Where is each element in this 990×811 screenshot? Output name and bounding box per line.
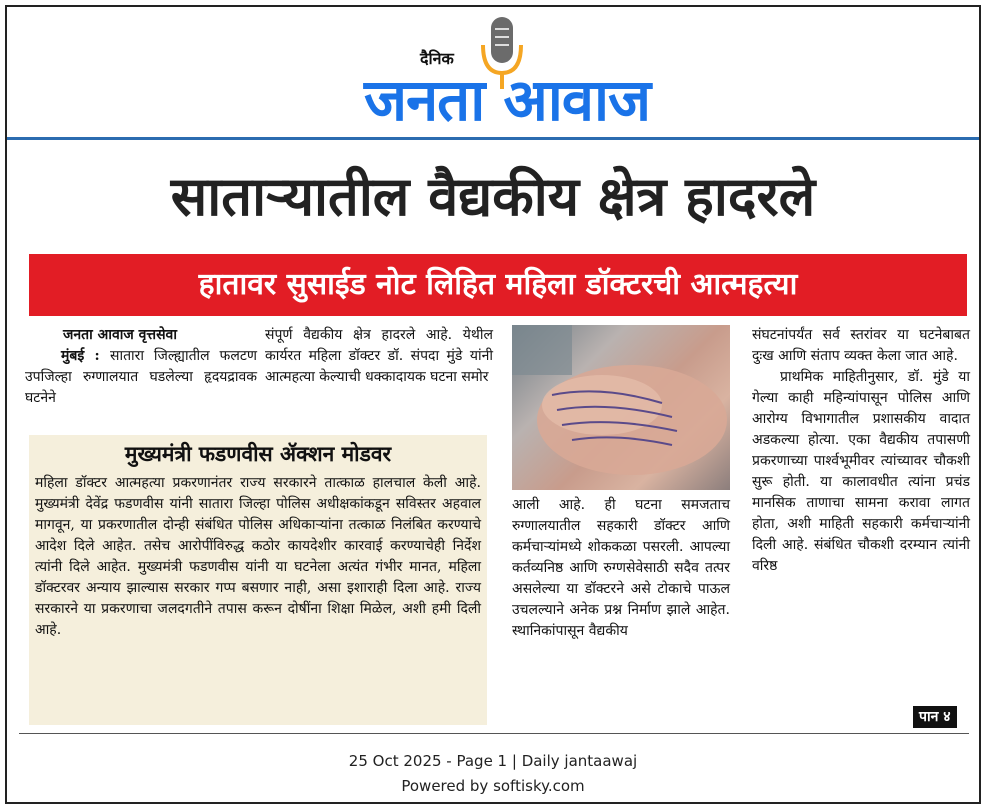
sub-headline-banner: हातावर सुसाईड नोट लिहित महिला डॉक्टरची आत्महत्या [29, 254, 967, 316]
newspaper-page [5, 5, 981, 804]
article-column-4 [752, 325, 970, 577]
main-headline: साताऱ्यातील वैद्यकीय क्षेत्र हादरले [170, 165, 816, 228]
article-text-col4a: संघटनांपर्यंत सर्व स्तरांवर या घटनेबाबत दुःख आणि संताप व्यक्त केला जात आहे. [752, 327, 970, 364]
masthead [317, 15, 697, 135]
masthead-title: जनता आवाज [363, 66, 651, 134]
article-column-1: जनता आवाज वृत्तसेवा मुंबई : सातारा जिल्ह्यातील फलटण उपजिल्हा रुग्णालयात घडलेल्या हृदयद्रावक घटनेने [25, 327, 257, 406]
dateline: मुंबई [61, 348, 85, 364]
masthead-divider [7, 137, 979, 140]
article-text-col3: आली आहे. ही घटना समजताच रुग्णालयातील सहकारी डॉक्टर आणि कर्मचाऱ्यांमध्ये शोककळा पसरली. आपल्या कर्तव्यनिष्ठ आणि रुग्णसेवेसाठी सदैव तत्पर असलेल्या या डॉक्टरने असे टोकाचे पाऊल उचलल्याने अनेक प्रश्न निर्माण झाले आहेत. स्थानिकांपासून वैद्यकीय [512, 497, 730, 639]
sidebar-story-heading: मुख्यमंत्री फडणवीस ॲक्शन मोडवर [124, 442, 392, 466]
footer-powered-by: Powered by softisky.com [401, 777, 585, 795]
sidebar-story-body [35, 473, 481, 641]
byline: जनता आवाज वृत्तसेवा [63, 327, 177, 343]
footer-date-page: 25 Oct 2025 - Page 1 | Daily jantaawaj [348, 752, 638, 770]
sidebar-story-text: महिला डॉक्टर आत्महत्या प्रकरणानंतर राज्य सरकारने तात्काळ हालचाल केली आहे. मुख्यमंत्री देवेंद्र फडणवीस यांनी सातारा जिल्हा पोलिस अधीक्षकांकडून सविस्तर अहवाल मागवून, या प्रकरणातील दोन्ही संबंधित पोलिस अधिकाऱ्यांना तत्काळ निलंबित करण्याचे आदेश दिले आहेत. तसेच आरोपींविरुद्ध कठोर कायदेशीर कारवाई करण्याचेही निर्देश त्यांनी दिले आहेत. मुख्यमंत्री फडणवीस यांनी या घटनेला अत्यंत गंभीर मानत, महिला डॉक्टरवर अन्याय झाल्यास सरकार गप्प बसणार नाही, असा इशाराही दिला आहे. राज्य सरकारने या प्रकरणाचा जलदगतीने तपास करून दोषींना शिक्षा मिळेल, अशी हमी दिली आहे. [35, 475, 481, 638]
article-text-col4b: प्राथमिक माहितीनुसार, डॉ. मुंडे या गेल्या काही महिन्यांपासून पोलिस आणि आरोग्य विभागातील प्रशासकीय वादात अडकल्या होत्या. एका वैद्यकीय तपासणी प्रकरणाच्या पार्श्वभूमीवर त्यांच्यावर चौकशी सुरू होती. या कालावधीत त्यांना प्रचंड मानसिक ताणाचा सामना करावा लागत होता, अशी माहिती सहकारी कर्मचाऱ्यांनी दिली आहे. संबंधित चौकशी दरम्यान त्यांनी वरिष्ठ [752, 369, 970, 574]
masthead-prefix: दैनिक [420, 49, 454, 68]
article-column-2 [265, 325, 493, 388]
article-text-col2: संपूर्ण वैद्यकीय क्षेत्र हादरले आहे. येथील कार्यरत महिला डॉक्टर डॉ. संपदा मुंडे यांनी आत्महत्या केल्याची धक्कादायक घटना समोर [265, 327, 493, 385]
continued-page-tag: पान ४ [913, 706, 957, 728]
footer-divider [19, 733, 969, 734]
article-photo [512, 325, 730, 490]
hand-with-handwritten-note-photo [512, 325, 730, 490]
article-column-3 [512, 495, 730, 642]
article-text-col1: सातारा जिल्ह्यातील फलटण उपजिल्हा रुग्णालयात घडलेल्या हृदयद्रावक घटनेने [25, 348, 257, 406]
